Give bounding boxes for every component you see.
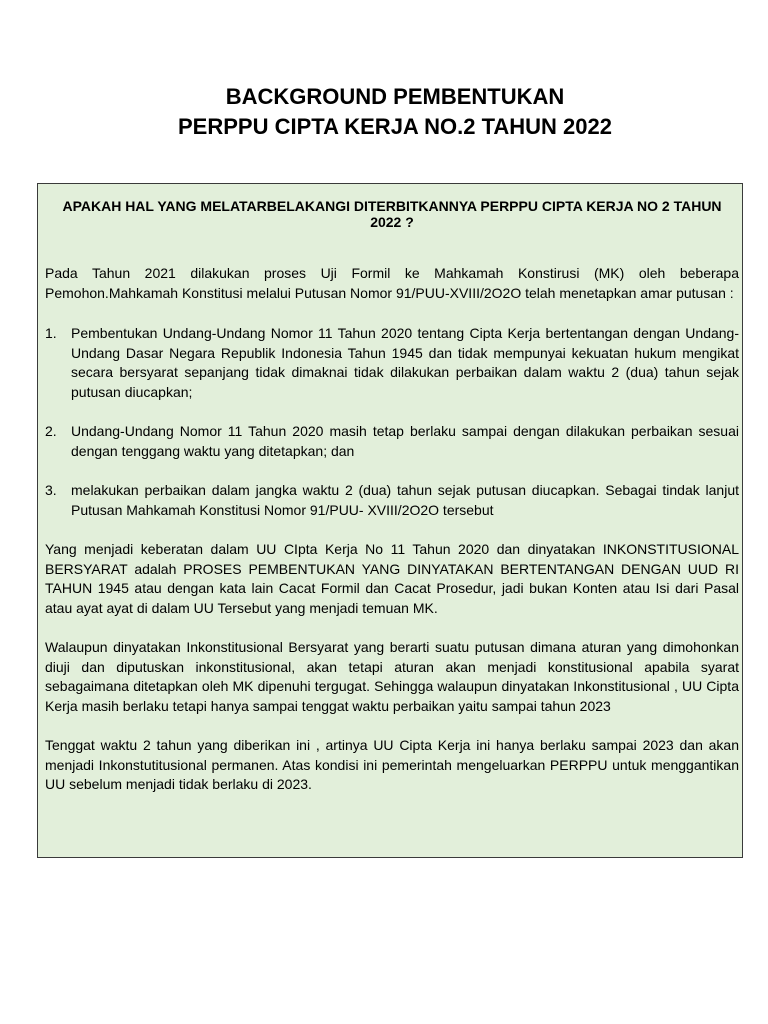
list-item-text: Pembentukan Undang-Undang Nomor 11 Tahun 2020 tentang Cipta Kerja bertentangan dengan Undang-Undang Dasar Negara Republik Indonesia Tahun 1945 dan tidak mempunyai kekuatan hukum mengikat secara bersyarat sepanjang tidak dimaknai tidak dilakukan perbaikan dalam waktu 2 (dua) tahun sejak putusan diucapkan; (71, 325, 739, 400)
intro-paragraph: Pada Tahun 2021 dilakukan proses Uji Formil ke Mahkamah Konstirusi (MK) oleh beberapa Pemohon.Mahkamah Konstitusi melalui Putusan Nomor 91/PUU-XVIII/2O2O telah menetapkan amar putusan : (45, 265, 739, 301)
deadline-paragraph: Tenggat waktu 2 tahun yang diberikan ini , artinya UU Cipta Kerja ini hanya berlaku sampai 2023 dan akan menjadi Inkonstutitusional permanen. Atas kondisi ini pemerintah mengeluarkan PERPPU untuk menggantikan UU sebelum menjadi tidak berlaku di 2023. (45, 737, 739, 792)
list-item-text: Undang-Undang Nomor 11 Tahun 2020 masih tetap berlaku sampai dengan dilakukan perbaikan sesuai dengan tenggang waktu yang ditetapkan; dan (71, 423, 739, 459)
conditional-paragraph: Walaupun dinyatakan Inkonstitusional Bersyarat yang berarti suatu putusan dimana aturan yang dimohonkan diuji dan diputuskan inkonstitusional, akan tetapi aturan akan menjadi konstitusional apabila syarat sebagaimana ditetapkan oleh MK dipenuhi tergugat. Sehingga walaupun dinyatakan Inkonstitusional , UU Cipta Kerja masih berlaku tetapi hanya sampai tenggat waktu perbaikan yaitu sampai tahun 2023 (45, 639, 739, 714)
list-item (45, 422, 739, 461)
list-item-number: 1. (45, 325, 57, 341)
list-item (45, 481, 739, 520)
question-heading: APAKAH HAL YANG MELATARBELAKANGI DITERBITKANNYA PERPPU CIPTA KERJA NO 2 TAHUN 2022 ? (62, 198, 722, 230)
list-item (45, 324, 739, 402)
title-line-1: BACKGROUND PEMBENTUKAN (225, 84, 565, 109)
list-item-text: melakukan perbaikan dalam jangka waktu 2 (dua) tahun sejak putusan diucapkan. Sebagai tindak lanjut Putusan Mahkamah Konstitusi Nomor 91/PUU- XVIII/2O2O tersebut (71, 482, 739, 518)
title-line-2: PERPPU CIPTA KERJA NO.2 TAHUN 2022 (178, 114, 612, 139)
objection-paragraph: Yang menjadi keberatan dalam UU CIpta Kerja No 11 Tahun 2020 dan dinyatakan INKONSTITUSIONAL BERSYARAT adalah PROSES PEMBENTUKAN YANG DINYATAKAN BERTENTANGAN DENGAN UUD RI TAHUN 1945 atau dengan kata lain Cacat Formil dan Cacat Prosedur, jadi bukan Konten atau Isi dari Pasal atau ayat ayat di dalam UU Tersebut yang menjadi temuan MK. (45, 541, 739, 616)
content-box (37, 183, 743, 858)
document-title (0, 82, 768, 142)
list-item-number: 2. (45, 423, 57, 439)
list-item-number: 3. (45, 482, 57, 498)
ruling-list (45, 324, 739, 520)
